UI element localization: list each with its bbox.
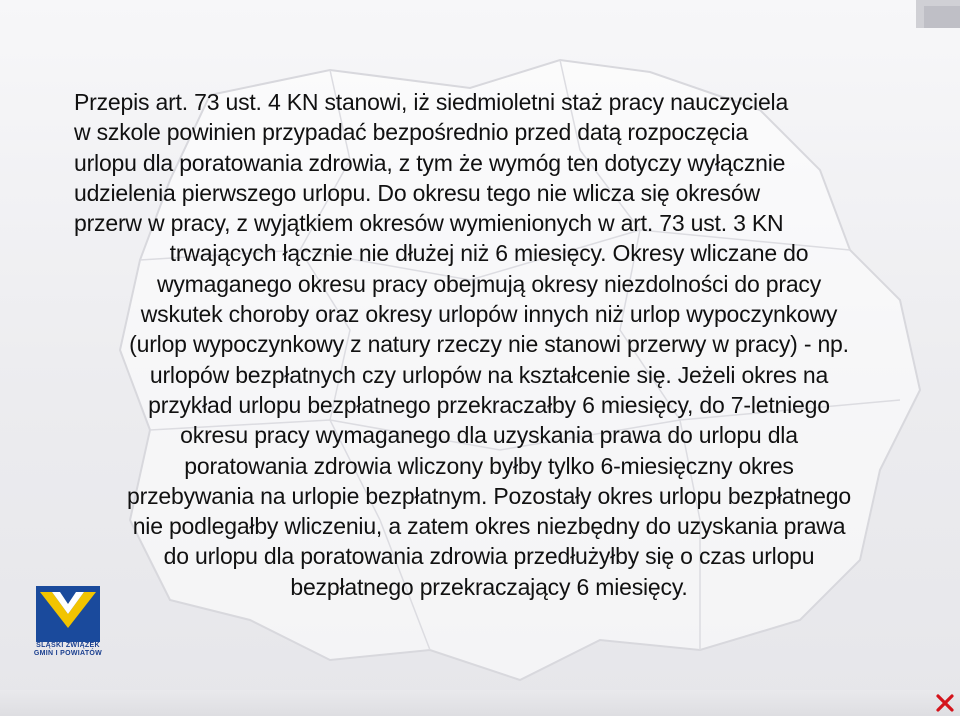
text-line-4: udzielenia pierwszego urlopu. Do okresu tego nie wlicza się okresów [74, 179, 760, 206]
text-line-1: Przepis art. 73 ust. 4 KN stanowi, iż siedmioletni staż pracy nauczyciela [74, 89, 789, 115]
logo-caption-line-2: GMIN I POWIATÓW [33, 650, 103, 657]
text-line-7: wymaganego okresu pracy obejmują okresy niezdolności do pracy [156, 270, 822, 297]
text-line-8: wskutek choroby oraz okresy urlopów innych niż urlop wypoczynkowy [140, 301, 838, 328]
text-line-2: w szkole powinien przypadać bezpośrednio przed datą rozpoczęcia [74, 119, 748, 146]
text-line-13: poratowania zdrowia wliczony byłby tylko 6-miesięczny okres [184, 452, 794, 479]
text-line-16: do urlopu dla poratowania zdrowia przedłużyłby się o czas urlopu [163, 543, 815, 570]
corner-decoration [916, 0, 960, 28]
text-line-11: przykład urlopu bezpłatnego przekraczałby 6 miesięcy, do 7-letniego [148, 391, 830, 418]
text-line-15: nie podlegałby wliczeniu, a zatem okres niezbędny do uzyskania prawa [132, 513, 846, 540]
text-line-14: przebywania na urlopie bezpłatnym. Pozostały okres urlopu bezpłatnego [127, 482, 851, 509]
text-line-5: przerw w pracy, z wyjątkiem okresów wymienionych w art. 73 ust. 3 KN [74, 210, 784, 237]
bottom-bar [0, 690, 960, 716]
text-line-17: bezpłatnego przekraczający 6 miesięcy. [290, 573, 688, 600]
text-line-6: trwających łącznie nie dłużej niż 6 miesięcy. Okresy wliczane do [169, 240, 809, 267]
red-x-icon[interactable] [936, 694, 954, 712]
text-line-12: okresu pracy wymaganego dla uzyskania prawa do urlopu dla [180, 422, 798, 449]
text-line-3: urlopu dla poratowania zdrowia, z tym że wymóg ten dotyczy wyłącznie [74, 149, 786, 176]
slide-text [74, 87, 904, 602]
logo-caption [26, 642, 110, 658]
text-line-9: (urlop wypoczynkowy z natury rzeczy nie stanowi przerwy w pracy) - np. [129, 331, 849, 358]
text-line-10: urlopów bezpłatnych czy urlopów na kształcenie się. Jeżeli okres na [149, 361, 829, 388]
logo-caption-line-1: ŚLĄSKI ZWIĄZEK [36, 642, 100, 649]
